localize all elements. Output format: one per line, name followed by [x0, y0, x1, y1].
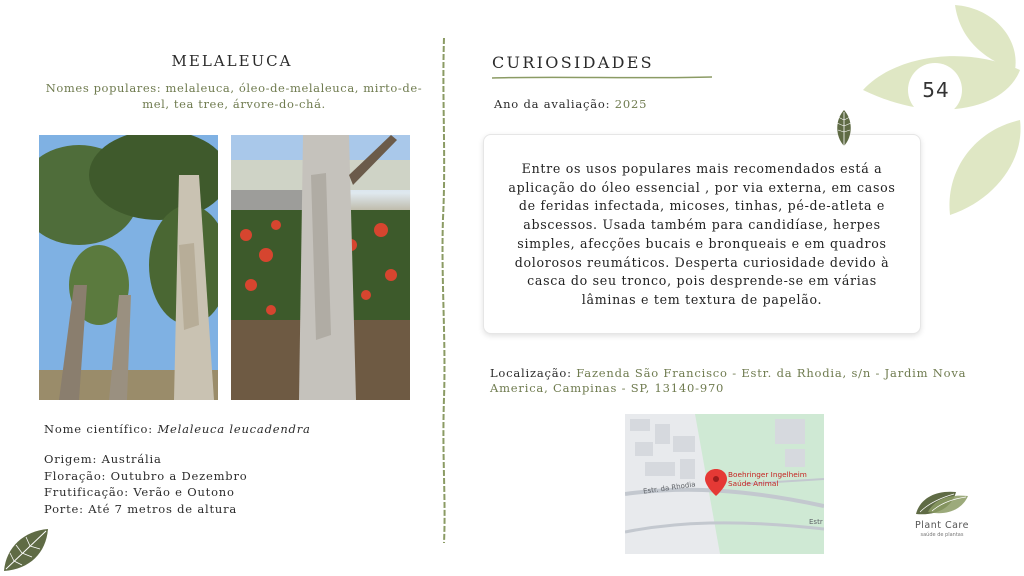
- column-divider: [440, 38, 448, 543]
- brand-tagline: saúde de plantas: [920, 532, 964, 538]
- origin-text: Origem: Austrália: [44, 452, 162, 466]
- location-map[interactable]: [625, 414, 824, 554]
- location-value: Fazenda São Francisco - Estr. da Rhodia, s/n - Jardim Nova America, Campinas - SP, 13140-970: [490, 366, 967, 395]
- map-pin-icon[interactable]: [708, 466, 726, 496]
- map-place-label: Boehringer Ingelheim Saúde Animal: [728, 470, 807, 488]
- tree-photo-left: [39, 135, 218, 400]
- flowering-text: Floração: Outubro a Dezembro: [44, 468, 248, 483]
- scientific-name-label: Nome científico:: [44, 422, 153, 436]
- location: [490, 366, 980, 396]
- fruiting-text: Frutificação: Verão e Outono: [44, 485, 235, 499]
- plant-title: MELALEUCA: [171, 52, 293, 70]
- plant-details: [44, 451, 247, 517]
- map-road-label-right: Estr: [809, 518, 823, 526]
- brand-name: Plant Care: [915, 520, 969, 531]
- page-number: 54: [922, 78, 950, 102]
- leaf-icon-bottom-left: [0, 525, 52, 575]
- scientific-name-value: Melaleuca leucadendra: [157, 422, 311, 436]
- size-text: Porte: Até 7 metros de altura: [44, 501, 238, 516]
- popular-names: [38, 80, 430, 112]
- curiosities-text: Entre os usos populares mais recomendados está a aplicação do óleo essencial , por via externa, em casos de feridas infectada, micoses, tinhas, pé-de-atleta e abscessos. Usada também para candidíase, herpes simples, afecções bucais e bronqueais e em quadros dolorosos reumáticos. Desperta curiosidade devido à casca do seu tronco, pois desprende-se em várias lâminas e tem textura de papelão.: [508, 161, 896, 307]
- popular-names-label: Nomes populares:: [45, 81, 162, 95]
- location-label: Localização:: [490, 366, 572, 380]
- year-value: 2025: [614, 97, 648, 111]
- curiosities-title: CURIOSIDADES: [492, 53, 654, 72]
- leaf-icon-card: [833, 108, 855, 148]
- scientific-name: [44, 421, 311, 438]
- popular-names-value: melaleuca, óleo-de-melaleuca, mirto-de-mel, tea tree, árvore-do-chá.: [142, 81, 423, 111]
- map-road-label: Estr. da Rhodia: [642, 480, 697, 496]
- evaluation-year: [494, 97, 647, 111]
- title-underline: [492, 76, 712, 79]
- plant-care-logo: [914, 488, 970, 518]
- year-label: Ano da avaliação:: [494, 97, 611, 111]
- tree-photo-right: [231, 135, 410, 400]
